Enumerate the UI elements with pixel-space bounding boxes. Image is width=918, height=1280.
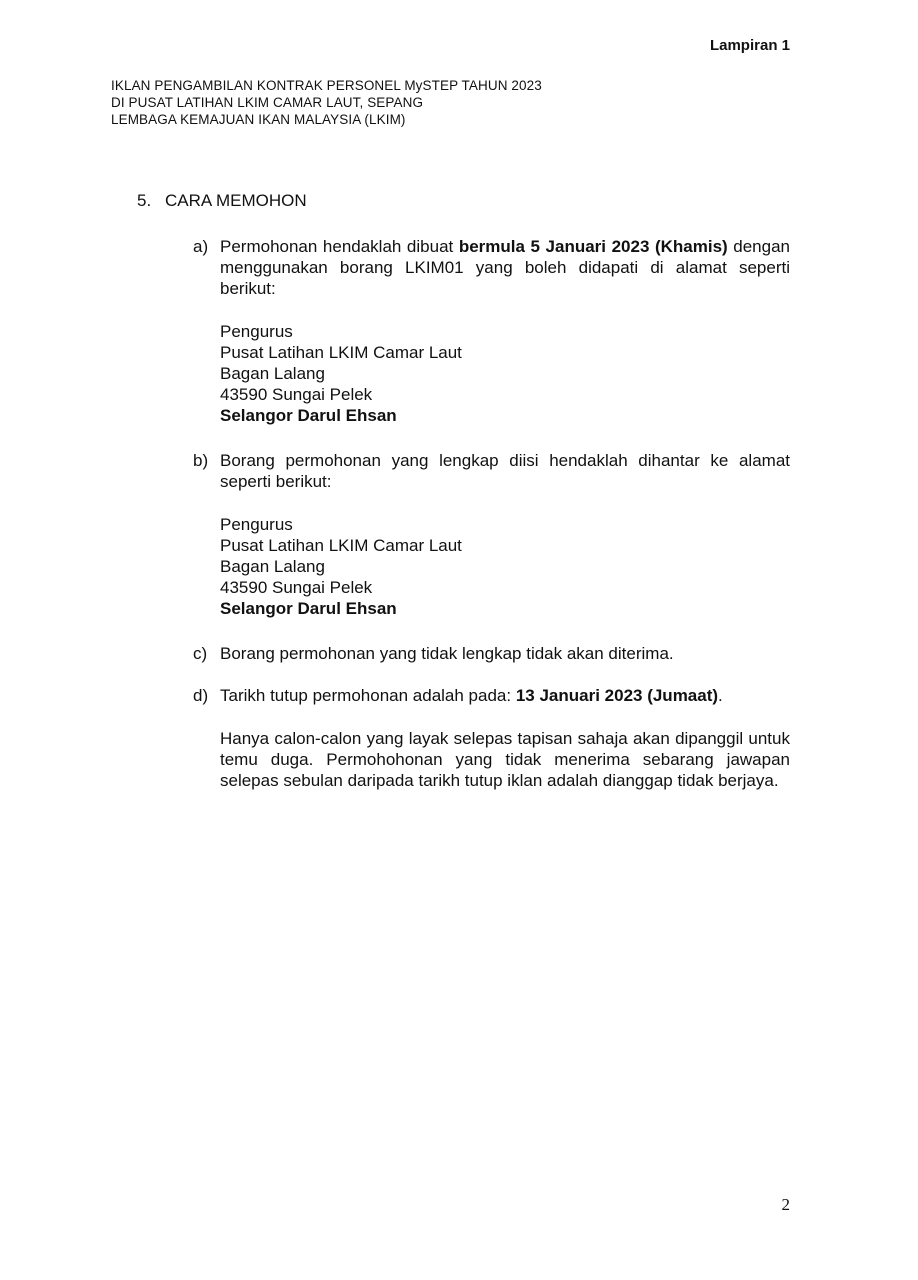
header-line-2: DI PUSAT LATIHAN LKIM CAMAR LAUT, SEPANG: [111, 95, 424, 110]
lampiran-label: Lampiran 1: [709, 37, 790, 54]
document-header: [111, 77, 542, 128]
page-number: 2: [781, 1195, 790, 1214]
address-b-line-4: 43590 Sungai Pelek: [220, 578, 373, 597]
address-block-a: [220, 321, 462, 426]
item-d-text-before: Tarikh tutup permohonan adalah pada:: [220, 686, 516, 705]
address-a-line-4: 43590 Sungai Pelek: [220, 385, 373, 404]
item-d-text-bold: 13 Januari 2023 (Jumaat): [515, 686, 719, 705]
address-b-line-2: Pusat Latihan LKIM Camar Laut: [220, 536, 462, 555]
section-heading: [137, 191, 307, 211]
list-item-b: [193, 450, 790, 492]
address-a-line-3: Bagan Lalang: [220, 364, 325, 383]
list-item-a: [193, 236, 790, 299]
list-item-d: [193, 685, 790, 706]
item-label-a: a): [193, 237, 209, 256]
address-block-b: [220, 514, 462, 619]
section-title: CARA MEMOHON: [165, 191, 307, 210]
item-text-d: [220, 685, 790, 706]
item-d-text-after: .: [718, 686, 723, 705]
address-a-line-1: Pengurus: [220, 322, 293, 341]
item-a-text-bold: bermula 5 Januari 2023 (Khamis): [458, 237, 728, 256]
closing-note: Hanya calon-calon yang layak selepas tapisan sahaja akan dipanggil untuk temu duga. Permohohonan yang tidak menerima sebarang jawapan selepas sebulan daripada tarikh tutup iklan adalah dianggap tidak berjaya.: [220, 729, 790, 790]
address-b-line-1: Pengurus: [220, 515, 293, 534]
header-line-3: LEMBAGA KEMAJUAN IKAN MALAYSIA (LKIM): [111, 112, 406, 127]
address-b-line-5: Selangor Darul Ehsan: [220, 599, 397, 618]
address-a-line-2: Pusat Latihan LKIM Camar Laut: [220, 343, 462, 362]
item-a-text-before: Permohonan hendaklah dibuat: [220, 237, 459, 256]
address-b-line-3: Bagan Lalang: [220, 557, 325, 576]
item-text-b: Borang permohonan yang lengkap diisi hendaklah dihantar ke alamat seperti berikut:: [220, 451, 790, 491]
section-number: 5.: [137, 191, 152, 210]
address-a-line-5: Selangor Darul Ehsan: [220, 406, 397, 425]
header-line-1: IKLAN PENGAMBILAN KONTRAK PERSONEL MySTEP TAHUN 2023: [111, 78, 542, 93]
item-text-a: [220, 236, 790, 299]
item-label-d: d): [193, 686, 209, 705]
list-item-c: [193, 643, 790, 664]
item-text-c: Borang permohonan yang tidak lengkap tidak akan diterima.: [220, 644, 674, 663]
item-label-c: c): [193, 644, 208, 663]
item-label-b: b): [193, 451, 209, 470]
item-a-text-after: dengan menggunakan borang LKIM01 yang boleh didapati di alamat seperti berikut:: [220, 237, 790, 298]
